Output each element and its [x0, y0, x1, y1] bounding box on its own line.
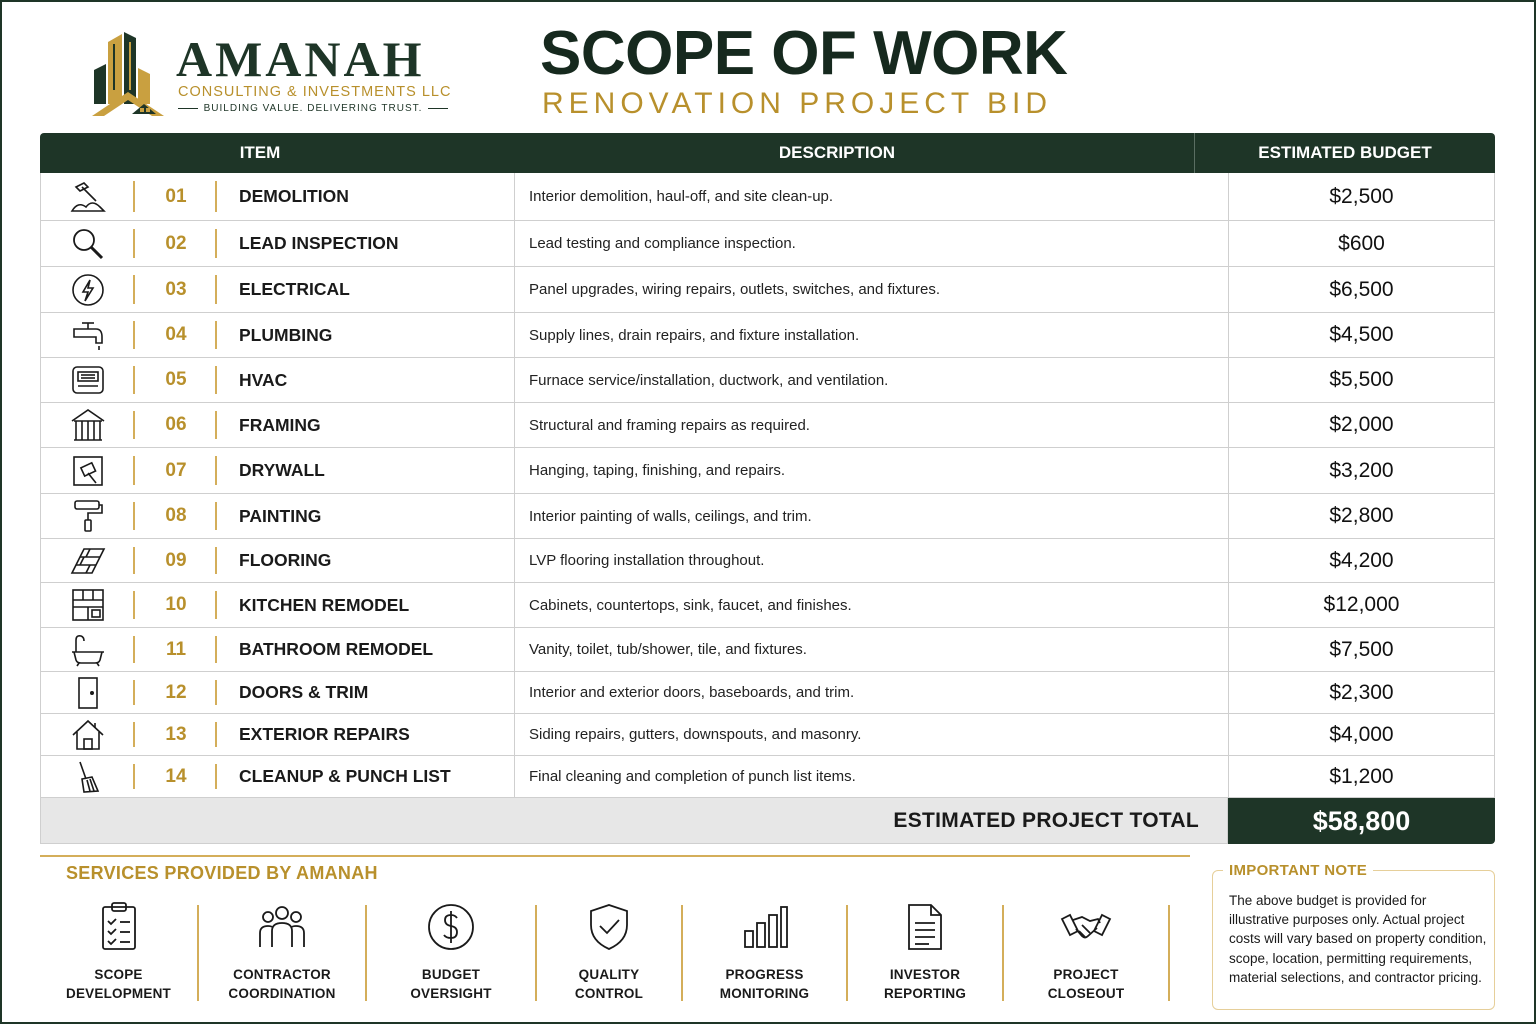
- header-budget: ESTIMATED BUDGET: [1258, 143, 1432, 162]
- cabinet-icon: [70, 587, 106, 623]
- clipboard-icon: [93, 901, 145, 953]
- row-budget: $2,000: [1329, 413, 1394, 436]
- row-number: 03: [135, 267, 217, 312]
- service-label-line2: CONTROL: [574, 986, 644, 1001]
- row-description: Cabinets, countertops, sink, faucet, and finishes.: [515, 583, 1229, 627]
- note-text: The above budget is provided for illustrative purposes only. Actual project costs will vary based on property condition, scope, location, permitting requirements, material selections, and contractor pricing.: [1229, 893, 1487, 985]
- total-label: ESTIMATED PROJECT TOTAL: [40, 798, 1228, 844]
- row-item-name: FLOORING: [217, 539, 515, 582]
- thermostat-icon: [70, 362, 106, 398]
- row-item-name: CLEANUP & PUNCH LIST: [217, 756, 515, 797]
- row-item-name: PAINTING: [217, 494, 515, 538]
- row-budget: $7,500: [1329, 637, 1394, 661]
- row-budget: $4,200: [1329, 548, 1394, 572]
- total-row: [40, 798, 1495, 844]
- service-item: [40, 901, 197, 1011]
- table-row: [40, 448, 1495, 494]
- table-row: [40, 714, 1495, 756]
- service-label-line2: CLOSEOUT: [1047, 986, 1125, 1001]
- table-row: [40, 358, 1495, 403]
- important-note: [1212, 862, 1495, 1010]
- drywall-icon: [70, 453, 106, 489]
- team-icon: [256, 901, 308, 953]
- row-number: 13: [135, 714, 217, 755]
- total-value: $58,800: [1228, 798, 1495, 844]
- service-label-line1: PROJECT: [1053, 967, 1119, 982]
- row-description: Panel upgrades, wiring repairs, outlets, switches, and fixtures.: [515, 267, 1229, 312]
- door-icon: [70, 675, 106, 711]
- row-budget: $4,000: [1329, 722, 1394, 746]
- row-number: 10: [135, 583, 217, 627]
- company-logo: [92, 30, 462, 120]
- magnifier-icon: [70, 226, 106, 262]
- table-row: [40, 628, 1495, 672]
- service-item: [1004, 901, 1168, 1011]
- row-number: 11: [135, 628, 217, 671]
- brand-name: AMANAH: [176, 31, 425, 87]
- service-item: [367, 901, 535, 1011]
- row-number: 05: [135, 358, 217, 402]
- service-item: [199, 901, 365, 1011]
- row-number: 01: [135, 173, 217, 220]
- table-row: [40, 221, 1495, 267]
- row-description: Hanging, taping, finishing, and repairs.: [515, 448, 1229, 493]
- row-budget: $6,500: [1329, 277, 1394, 301]
- row-item-name: EXTERIOR REPAIRS: [217, 714, 515, 755]
- row-number: 04: [135, 313, 217, 357]
- service-item: [848, 901, 1002, 1011]
- row-budget: $12,000: [1323, 593, 1400, 616]
- flooring-icon: [70, 543, 106, 579]
- dollar-icon: [425, 901, 477, 953]
- row-item-name: DRYWALL: [217, 448, 515, 493]
- document-icon: [899, 901, 951, 953]
- table-row: [40, 539, 1495, 583]
- row-description: Interior and exterior doors, baseboards, and trim.: [515, 672, 1229, 713]
- row-number: 14: [135, 756, 217, 797]
- row-description: Supply lines, drain repairs, and fixture installation.: [515, 313, 1229, 357]
- services-list: [40, 901, 1190, 1011]
- brand-subtitle: CONSULTING & INVESTMENTS LLC: [178, 84, 452, 100]
- row-description: LVP flooring installation throughout.: [515, 539, 1229, 582]
- header-item: ITEM: [239, 143, 281, 162]
- row-number: 12: [135, 672, 217, 713]
- service-label-line2: OVERSIGHT: [410, 986, 492, 1001]
- row-number: 02: [135, 221, 217, 266]
- services-section: [40, 855, 1190, 1015]
- service-label-line1: INVESTOR: [889, 967, 961, 982]
- row-number: 06: [135, 403, 217, 447]
- row-description: Final cleaning and completion of punch list items.: [515, 756, 1229, 797]
- broom-icon: [70, 759, 106, 795]
- row-item-name: BATHROOM REMODEL: [217, 628, 515, 671]
- service-label-line1: SCOPE: [94, 967, 143, 982]
- service-item: [683, 901, 846, 1011]
- table-row: [40, 313, 1495, 358]
- row-budget: $2,500: [1329, 184, 1394, 208]
- service-label-line1: BUDGET: [421, 967, 481, 982]
- service-label-line2: MONITORING: [719, 986, 810, 1001]
- brand-tagline-text: BUILDING VALUE. DELIVERING TRUST.: [203, 103, 423, 114]
- service-label-line2: COORDINATION: [228, 986, 336, 1001]
- row-budget: $1,200: [1329, 764, 1394, 788]
- paint-roller-icon: [70, 498, 106, 534]
- row-number: 07: [135, 448, 217, 493]
- faucet-icon: [70, 317, 106, 353]
- row-description: Structural and framing repairs as required.: [515, 403, 1229, 447]
- row-budget: $2,800: [1329, 504, 1394, 527]
- table-row: [40, 756, 1495, 798]
- row-item-name: FRAMING: [217, 403, 515, 447]
- table-header: [40, 133, 1495, 173]
- table-row: [40, 173, 1495, 221]
- row-item-name: DOORS & TRIM: [217, 672, 515, 713]
- table-row: [40, 494, 1495, 539]
- note-title: IMPORTANT NOTE: [1223, 862, 1373, 879]
- lightning-icon: [70, 272, 106, 308]
- row-budget: $4,500: [1329, 323, 1394, 346]
- row-item-name: HVAC: [217, 358, 515, 402]
- row-budget: $2,300: [1329, 680, 1394, 704]
- hammer-icon: [70, 179, 106, 215]
- handshake-icon: [1060, 901, 1112, 953]
- scope-table: [40, 133, 1495, 844]
- framing-icon: [70, 407, 106, 443]
- row-item-name: LEAD INSPECTION: [217, 221, 515, 266]
- row-number: 09: [135, 539, 217, 582]
- bathtub-icon: [70, 632, 106, 668]
- row-description: Siding repairs, gutters, downspouts, and masonry.: [515, 714, 1229, 755]
- row-item-name: KITCHEN REMODEL: [217, 583, 515, 627]
- row-budget: $600: [1338, 231, 1385, 255]
- services-title: SERVICES PROVIDED BY AMANAH: [66, 863, 378, 883]
- row-budget: $5,500: [1329, 368, 1394, 391]
- page-subtitle: RENOVATION PROJECT BID: [542, 87, 1053, 120]
- service-label-line1: PROGRESS: [725, 967, 804, 982]
- service-label-line2: REPORTING: [883, 986, 967, 1001]
- table-row: [40, 267, 1495, 313]
- table-row: [40, 672, 1495, 714]
- row-item-name: PLUMBING: [217, 313, 515, 357]
- service-label-line1: QUALITY: [578, 967, 640, 982]
- row-description: Lead testing and compliance inspection.: [515, 221, 1229, 266]
- row-description: Interior painting of walls, ceilings, and trim.: [515, 494, 1229, 538]
- service-label-line2: DEVELOPMENT: [66, 986, 171, 1001]
- shield-check-icon: [583, 901, 635, 953]
- row-description: Furnace service/installation, ductwork, and ventilation.: [515, 358, 1229, 402]
- row-budget: $3,200: [1329, 458, 1394, 482]
- brand-tagline: [178, 103, 448, 114]
- house-icon: [70, 717, 106, 753]
- bar-chart-icon: [739, 901, 791, 953]
- service-item: [537, 901, 681, 1011]
- row-number: 08: [135, 494, 217, 538]
- building-logo-icon: [92, 30, 166, 116]
- row-item-name: DEMOLITION: [217, 173, 515, 220]
- row-item-name: ELECTRICAL: [217, 267, 515, 312]
- row-description: Vanity, toilet, tub/shower, tile, and fixtures.: [515, 628, 1229, 671]
- row-description: Interior demolition, haul-off, and site clean-up.: [515, 173, 1229, 220]
- table-row: [40, 583, 1495, 628]
- header-description: DESCRIPTION: [480, 133, 1195, 173]
- page-title: SCOPE OF WORK: [540, 19, 1068, 88]
- table-row: [40, 403, 1495, 448]
- service-label-line1: CONTRACTOR: [233, 967, 331, 982]
